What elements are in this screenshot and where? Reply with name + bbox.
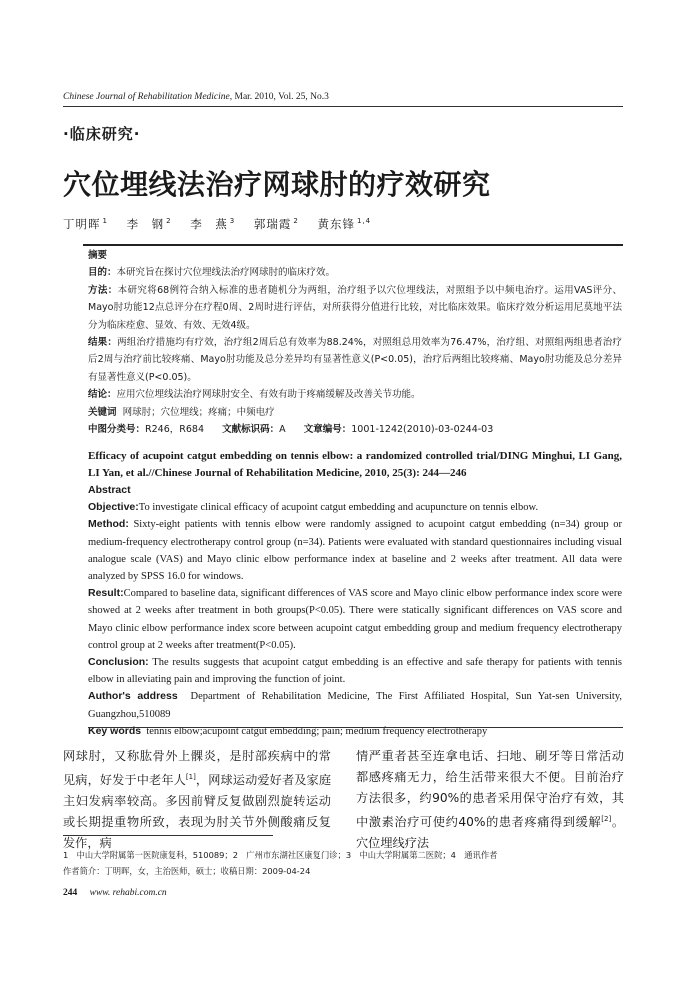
author-name: 郭瑞霞 <box>253 217 292 231</box>
keywords-text: 网球肘；穴位埋线；疼痛；中频电疗 <box>122 406 275 418</box>
footnotes <box>63 848 497 879</box>
english-method-text: Sixty-eight patients with tennis elbow were randomly assigned to acupoint catgut embedding (n=34) group or medium-frequency electrotherapy control group (n=34). Patients were evaluated with standard questionnaires including visual analogue scale (VAS) and Mayo clinic elbow performance index at baseline and 2 weeks after treatment. All data were analyzed by SPSS 16.0 for windows. <box>88 519 623 583</box>
body-text: 网球肘，又称肱骨外上髁炎，是肘部疾病中的常见病，好发于中老年人 <box>63 749 331 788</box>
body-column-left <box>63 746 331 854</box>
author-affiliation: 2 <box>166 217 172 226</box>
abstract-bottom-rule <box>88 727 623 728</box>
method-text: 本研究将68例符合纳入标准的患者随机分为两组，治疗组予以穴位埋线法，对照组予以中频电治疗。运用VAS评分、Mayo肘功能12点总评分在疗程0周、2周时进行评估，对所获得分值进行比较，对比临床效果。临床疗效分析运用尼莫地平法分为临床痊愈、显效、有效、无效4级。 <box>88 284 622 331</box>
objective-label: 目的： <box>88 267 117 279</box>
article-title: 穴位埋线法治疗网球肘的疗效研究 <box>63 168 491 201</box>
conclusion-text: 应用穴位埋线法治疗网球肘安全、有效有助于疼痛缓解及改善关节功能。 <box>116 389 421 401</box>
abstract-heading: 摘要 <box>88 250 108 261</box>
keywords-label: 关键词 <box>88 406 117 418</box>
citation-ref: [1] <box>185 773 196 781</box>
english-method-label: Method: <box>88 518 129 531</box>
objective-text: 本研究旨在探讨穴位埋线法治疗网球肘的临床疗效。 <box>116 267 336 279</box>
body-text: ，网球运动爱好者及家庭主妇发病率较高。多因前臂反复做剧烈旋转运动或长期提重物所致，表现为肘关节外侧酸痛反复发作，病 <box>63 773 332 851</box>
author-affiliation: 2 <box>293 217 299 226</box>
english-result-label: Result: <box>88 587 124 600</box>
english-abstract <box>88 448 622 740</box>
english-citation: Efficacy of acupoint catgut embedding on tennis elbow: a randomized controlled trial/DING Minghui, LI Gang, LI Yan, et al.//Chinese Journal of Rehabilitation Medicine, 2010, 25(3): 244—246 <box>88 450 622 479</box>
article-no-label: 文章编号： <box>303 424 352 436</box>
author-name: 李 钢 <box>126 217 165 231</box>
english-abstract-heading: Abstract <box>88 484 131 496</box>
english-address-label: Author's address <box>88 690 178 703</box>
clc-label: 中图分类号： <box>88 424 146 436</box>
author-info-footnote: 作者简介：丁明晖，女，主治医师，硕士；收稿日期：2009-04-24 <box>63 865 311 876</box>
body-text: 。穴位埋线疗法 <box>356 815 625 851</box>
result-label: 结果： <box>88 337 118 349</box>
body-text: 情严重者甚至连拿电话、扫地、刷牙等日常活动都感疼痛无力，给生活带来很大不便。目前治疗方法很多，约90%的患者采用保守治疗有效，其中激素治疗可使约40%的患者疼痛得到缓解 <box>356 749 624 830</box>
english-objective-label: Objective: <box>88 501 139 514</box>
doc-code-label: 文献标识码： <box>222 424 280 436</box>
journal-name: Chinese Journal of Rehabilitation Medicine, <box>63 92 233 102</box>
author-affiliation: 1,4 <box>357 217 372 226</box>
english-conclusion-text: The results suggests that acupoint catgut embedding is an effective and safe therapy for patients with tennis elbow in alleviating pain and improving the function of joint. <box>88 657 623 686</box>
chinese-abstract <box>88 247 622 438</box>
result-text: 两组治疗措施均有疗效，治疗组2周后总有效率为88.24%，对照组总用效率为76.47%，治疗组、对照组两组患者治疗后2周与治疗前比较疼痛、Mayo肘功能及总分差异均有显著性意义(P<0.05)，治疗后两组比较疼痛、Mayo肘功能及总分差异有显著性意义(P<0.05)。 <box>88 337 622 383</box>
journal-running-header <box>63 92 329 102</box>
clc-value: R246，R684 <box>145 424 204 436</box>
english-keywords-label: Key words <box>88 724 142 737</box>
affiliation-footnote: 1 中山大学附属第一医院康复科，510089；2 广州市东湖社区康复门诊；3 中山大学附属第二医院；4 通讯作者 <box>63 850 498 860</box>
article-no-value: 1001-1242(2010)-03-0244-03 <box>351 424 494 436</box>
conclusion-label: 结论： <box>88 389 117 401</box>
english-result-text: Compared to baseline data, significant differences of VAS score and Mayo clinic elbow performance index score were showed at 2 weeks after treatment in both groups(P<0.05). There were statically significant differences on VAS score and Mayo clinic elbow performance index score between acupoint catgut embedding group and medium frequency electrotherapy control group at 2 weeks after treatment(P<0.05). <box>88 588 622 651</box>
page-footer <box>63 888 167 898</box>
english-conclusion-label: Conclusion: <box>88 656 149 669</box>
abstract-top-rule <box>83 244 623 246</box>
doc-code-value: A <box>279 424 286 436</box>
page-number: 244 <box>63 888 78 898</box>
author-affiliation: 3 <box>229 217 236 226</box>
issue-info: Mar. 2010, Vol. 25, No.3 <box>234 92 329 102</box>
method-label: 方法： <box>88 284 118 296</box>
english-keywords-text: tennis elbow;acupoint catgut embedding; pain; medium frequency electrotherapy <box>146 725 488 737</box>
author-name: 李 燕 <box>190 217 228 231</box>
header-rule <box>63 106 623 107</box>
body-column-right <box>356 746 624 854</box>
author-affiliation: 1 <box>102 217 108 226</box>
footnote-rule <box>63 835 273 836</box>
author-name: 丁明晖 <box>63 217 101 231</box>
footer-url: www. rehabi.com.cn <box>89 888 167 898</box>
section-label: ·临床研究· <box>63 125 141 143</box>
author-list <box>63 216 371 232</box>
english-objective-text: To investigate clinical efficacy of acupoint catgut embedding and acupuncture on tennis elbow. <box>138 502 539 514</box>
author-name: 黄东锋 <box>317 217 355 231</box>
english-address-text: Department of Rehabilitation Medicine, The First Affiliated Hospital, Sun Yat-sen University, Guangzhou,510089 <box>88 691 623 720</box>
citation-ref: [2] <box>601 815 612 823</box>
